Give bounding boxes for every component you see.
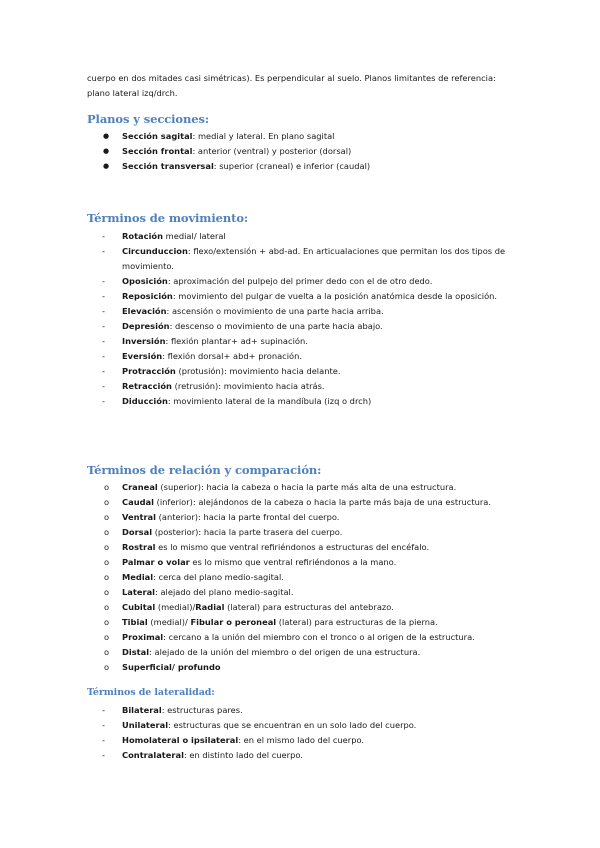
dash-marker: - <box>102 735 105 745</box>
heading-planos: Planos y secciones: <box>87 112 209 126</box>
list-item <box>0 615 522 630</box>
term: Inversión <box>122 336 166 346</box>
list-item <box>0 645 522 660</box>
circle-marker: o <box>104 572 110 582</box>
list-item <box>0 630 522 645</box>
list-planos <box>0 129 522 174</box>
circle-marker: o <box>104 632 110 642</box>
term: Lateral <box>122 587 156 597</box>
list-item <box>0 540 522 555</box>
dash-marker: - <box>102 276 105 286</box>
circle-marker: o <box>104 587 110 597</box>
term-secondary: Fibular o peroneal <box>190 617 277 627</box>
term: Rostral <box>122 542 156 552</box>
term: Craneal <box>122 482 158 492</box>
list-item <box>0 334 522 349</box>
term: Dorsal <box>122 527 153 537</box>
definition: : flexión dorsal+ abd+ pronación. <box>162 351 303 361</box>
circle-marker: o <box>104 497 110 507</box>
definition: : superior (craneal) e inferior (caudal) <box>213 161 371 171</box>
circle-marker: o <box>104 647 110 657</box>
list-item <box>0 718 522 733</box>
dash-marker: - <box>102 246 105 256</box>
definition: : flexión plantar+ ad+ supinación. <box>165 336 308 346</box>
circle-marker: o <box>104 602 110 612</box>
definition: : alejado de la unión del miembro o del origen de una estructura. <box>149 647 421 657</box>
definition: : medial y lateral. En plano sagital <box>192 131 335 141</box>
list-item <box>0 304 522 319</box>
dash-marker: - <box>102 366 105 376</box>
dash-marker: - <box>102 351 105 361</box>
definition: (superior): hacia la cabeza o hacia la parte más alta de una estructura. <box>157 482 457 492</box>
definition: medial/ lateral <box>163 231 226 241</box>
term: Retracción <box>122 381 172 391</box>
list-item <box>0 129 522 144</box>
list-item <box>0 289 522 304</box>
dash-marker: - <box>102 720 105 730</box>
circle-marker: o <box>104 512 110 522</box>
definition: (posterior): hacia la parte trasera del cuerpo. <box>152 527 343 537</box>
term: Ventral <box>122 512 157 522</box>
term: Diducción <box>122 396 168 406</box>
list-item <box>0 319 522 334</box>
list-item <box>0 244 522 274</box>
definition: : flexo/extensión + abd-ad. En articualaciones que permitan los dos tipos de movimiento. <box>122 246 506 271</box>
term: Sección frontal <box>122 146 193 156</box>
circle-marker: o <box>104 662 110 672</box>
term: Sección transversal <box>122 161 214 171</box>
definition: : descenso o movimiento de una parte hacia abajo. <box>169 321 383 331</box>
heading-relacion: Términos de relación y comparación: <box>87 463 322 477</box>
definition: : en distinto lado del cuerpo. <box>183 750 303 760</box>
definition: : estructuras pares. <box>161 705 243 715</box>
definition: (protusión): movimiento hacia delante. <box>175 366 341 376</box>
definition: (medial)/ <box>155 602 196 612</box>
term: Palmar o volar <box>122 557 190 567</box>
circle-marker: o <box>104 482 110 492</box>
definition-secondary: (lateral) para estructuras del antebrazo. <box>224 602 394 612</box>
term: Bilateral <box>122 705 162 715</box>
heading-lateralidad: Términos de lateralidad: <box>87 687 215 698</box>
definition: (inferior): alejándonos de la cabeza o hacia la parte más baja de una estructura. <box>153 497 491 507</box>
term: Cubital <box>122 602 156 612</box>
definition: : cercano a la unión del miembro con el tronco o al origen de la estructura. <box>163 632 475 642</box>
list-item <box>0 555 522 570</box>
term: Superficial/ profundo <box>122 662 221 672</box>
definition: es lo mismo que ventral refiriéndonos a la mano. <box>189 557 397 567</box>
bullet-marker: ● <box>103 132 110 140</box>
list-item <box>0 144 522 159</box>
dash-marker: - <box>102 321 105 331</box>
list-item <box>0 748 522 763</box>
list-item <box>0 229 522 244</box>
list-item <box>0 703 522 718</box>
list-item <box>0 525 522 540</box>
list-item <box>0 274 522 289</box>
dash-marker: - <box>102 336 105 346</box>
term: Reposición <box>122 291 173 301</box>
list-item <box>0 585 522 600</box>
term: Contralateral <box>122 750 184 760</box>
term: Homolateral o ipsilateral <box>122 735 239 745</box>
definition: : alejado del plano medio-sagital. <box>155 587 294 597</box>
term: Protracción <box>122 366 176 376</box>
bullet-marker: ● <box>103 147 110 155</box>
circle-marker: o <box>104 617 110 627</box>
dash-marker: - <box>102 396 105 406</box>
term: Proximal <box>122 632 164 642</box>
list-item <box>0 660 522 675</box>
definition: : estructuras que se encuentran en un solo lado del cuerpo. <box>168 720 417 730</box>
intro-paragraph: cuerpo en dos mitades casi simétricas). Es perpendicular al suelo. Planos limitantes de referencia: plano lateral izq/drch. <box>87 73 496 98</box>
dash-marker: - <box>102 231 105 241</box>
definition: : cerca del plano medio-sagital. <box>153 572 284 582</box>
definition: : anterior (ventral) y posterior (dorsal) <box>192 146 352 156</box>
list-item <box>0 570 522 585</box>
term: Medial <box>122 572 154 582</box>
list-item <box>0 159 522 174</box>
dash-marker: - <box>102 381 105 391</box>
list-item <box>0 733 522 748</box>
list-item <box>0 349 522 364</box>
definition: (retrusión): movimiento hacia atrás. <box>171 381 325 391</box>
term-secondary: Radial <box>195 602 225 612</box>
definition: : en el mismo lado del cuerpo. <box>238 735 365 745</box>
dash-marker: - <box>102 705 105 715</box>
list-item <box>0 379 522 394</box>
circle-marker: o <box>104 527 110 537</box>
term: Oposición <box>122 276 168 286</box>
term: Circunduccion <box>122 246 188 256</box>
list-item <box>0 394 522 409</box>
list-item <box>0 495 522 510</box>
dash-marker: - <box>102 291 105 301</box>
definition: : movimiento lateral de la mandíbula (izq o drch) <box>167 396 372 406</box>
list-movimiento <box>0 229 522 409</box>
heading-movimiento: Términos de movimiento: <box>87 211 249 225</box>
definition: : ascensión o movimiento de una parte hacia arriba. <box>166 306 384 316</box>
list-item <box>0 510 522 525</box>
term: Distal <box>122 647 150 657</box>
list-lateralidad <box>0 703 522 763</box>
definition: (medial)/ <box>147 617 191 627</box>
term: Sección sagital <box>122 131 193 141</box>
list-item <box>0 480 522 495</box>
dash-marker: - <box>102 750 105 760</box>
term: Unilateral <box>122 720 169 730</box>
circle-marker: o <box>104 542 110 552</box>
term: Rotación <box>122 231 164 241</box>
bullet-marker: ● <box>103 162 110 170</box>
definition: : movimiento del pulgar de vuelta a la posición anatómica desde la oposición. <box>172 291 498 301</box>
definition: : aproximación del pulpejo del primer dedo con el de otro dedo. <box>167 276 433 286</box>
term: Elevación <box>122 306 167 316</box>
term: Tibial <box>122 617 148 627</box>
list-relacion <box>0 480 522 675</box>
term: Caudal <box>122 497 154 507</box>
circle-marker: o <box>104 557 110 567</box>
term: Depresión <box>122 321 170 331</box>
definition-secondary: (lateral) para estructuras de la pierna. <box>276 617 438 627</box>
list-item <box>0 364 522 379</box>
list-item <box>0 600 522 615</box>
dash-marker: - <box>102 306 105 316</box>
definition: es lo mismo que ventral refiriéndonos a estructuras del encéfalo. <box>155 542 430 552</box>
definition: (anterior): hacia la parte frontal del cuerpo. <box>156 512 340 522</box>
term: Eversión <box>122 351 163 361</box>
